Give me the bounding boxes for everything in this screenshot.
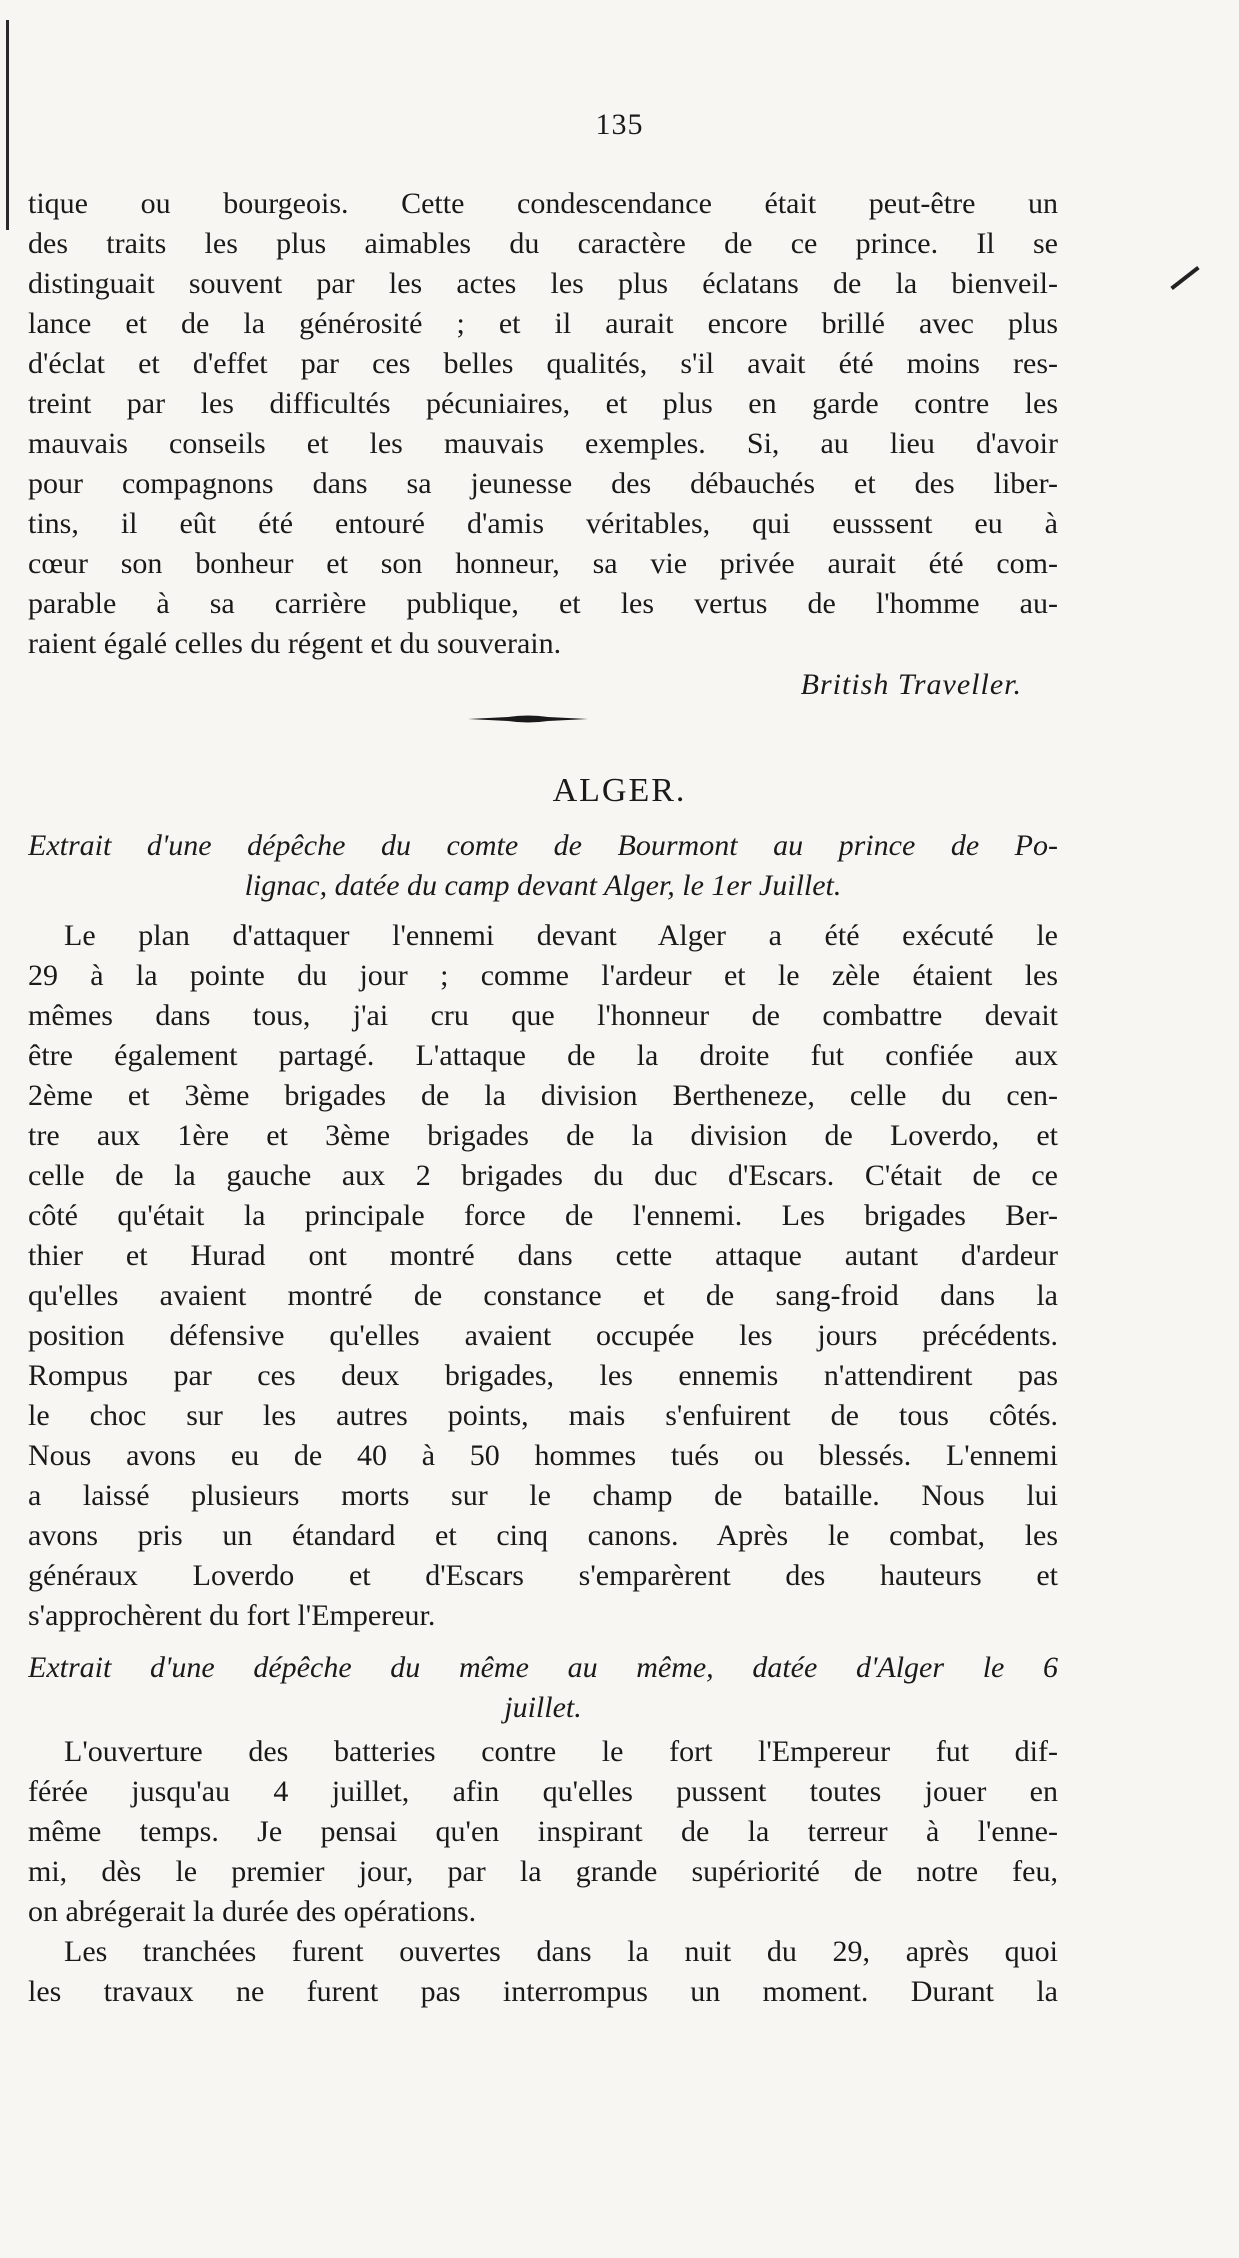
text-line: position défensive qu'elles avaient occupée les jours précédents. [28, 1319, 1058, 1352]
heading-line: juillet. [504, 1691, 582, 1724]
text-line: généraux Loverdo et d'Escars s'emparèrent des hauteurs et [28, 1559, 1058, 1592]
margin-pen-mark [1170, 266, 1199, 290]
text-line: mêmes dans tous, j'ai cru que l'honneur de combattre devait [28, 999, 1058, 1032]
section-divider [468, 714, 588, 724]
text-line: raient égalé celles du régent et du souverain. [28, 627, 562, 660]
text-line: mi, dès le premier jour, par la grande supériorité de notre feu, [28, 1855, 1058, 1888]
text-line: férée jusqu'au 4 juillet, afin qu'elles pussent toutes jouer en [28, 1775, 1058, 1808]
text-line: Les tranchées furent ouvertes dans la nuit du 29, après quoi [64, 1935, 1058, 1968]
text-line: des traits les plus aimables du caractère de ce prince. Il se [28, 227, 1058, 260]
signature: British Traveller. [800, 668, 1022, 701]
text-line: lance et de la générosité ; et il aurait encore brillé avec plus [28, 307, 1058, 340]
text-line: qu'elles avaient montré de constance et de sang-froid dans la [28, 1279, 1058, 1312]
text-line: treint par les difficultés pécuniaires, et plus en garde contre les [28, 387, 1058, 420]
heading-line: Extrait d'une dépêche du comte de Bourmont au prince de Po- [28, 829, 1058, 862]
heading-line: Extrait d'une dépêche du même au même, datée d'Alger le 6 [28, 1651, 1058, 1684]
text-line: tins, il eût été entouré d'amis véritables, qui eusssent eu à [28, 507, 1058, 540]
text-line: tique ou bourgeois. Cette condescendance était peut-être un [28, 187, 1058, 220]
text-line: Le plan d'attaquer l'ennemi devant Alger a été exécuté le [64, 919, 1058, 952]
text-line: d'éclat et d'effet par ces belles qualités, s'il avait été moins res- [28, 347, 1058, 380]
text-line: tre aux 1ère et 3ème brigades de la division de Loverdo, et [28, 1119, 1058, 1152]
extract-heading [28, 826, 1058, 906]
text-line: parable à sa carrière publique, et les vertus de l'homme au- [28, 587, 1058, 620]
extract-heading [28, 1648, 1058, 1728]
text-line: mauvais conseils et les mauvais exemples. Si, au lieu d'avoir [28, 427, 1058, 460]
text-line: côté qu'était la principale force de l'ennemi. Les brigades Ber- [28, 1199, 1058, 1232]
text-line: 29 à la pointe du jour ; comme l'ardeur et le zèle étaient les [28, 959, 1058, 992]
text-line: Rompus par ces deux brigades, les ennemis n'attendirent pas [28, 1359, 1058, 1392]
section-title: ALGER. [552, 772, 687, 809]
text-line: Nous avons eu de 40 à 50 hommes tués ou blessés. L'ennemi [28, 1439, 1058, 1472]
heading-line: lignac, datée du camp devant Alger, le 1er Juillet. [244, 869, 842, 902]
paragraph-continued [28, 184, 1058, 664]
text-line: les travaux ne furent pas interrompus un moment. Durant la [28, 1975, 1058, 2008]
text-line: celle de la gauche aux 2 brigades du duc d'Escars. C'était de ce [28, 1159, 1058, 1192]
text-line: le choc sur les autres points, mais s'enfuirent de tous côtés. [28, 1399, 1058, 1432]
text-line: a laissé plusieurs morts sur le champ de bataille. Nous lui [28, 1479, 1058, 1512]
text-line: L'ouverture des batteries contre le fort l'Empereur fut dif- [64, 1735, 1058, 1768]
text-line: avons pris un étandard et cinq canons. Après le combat, les [28, 1519, 1058, 1552]
extract-body [28, 916, 1058, 1636]
text-line: on abrégerait la durée des opérations. [28, 1895, 477, 1928]
text-line: 2ème et 3ème brigades de la division Bertheneze, celle du cen- [28, 1079, 1058, 1112]
extract-body [28, 1732, 1058, 2012]
text-line: pour compagnons dans sa jeunesse des débauchés et des liber- [28, 467, 1058, 500]
text-line: cœur son bonheur et son honneur, sa vie privée aurait été com- [28, 547, 1058, 580]
text-line: thier et Hurad ont montré dans cette attaque autant d'ardeur [28, 1239, 1058, 1272]
text-line: s'approchèrent du fort l'Empereur. [28, 1599, 436, 1632]
text-line: distinguait souvent par les actes les plus éclatans de la bienveil- [28, 267, 1058, 300]
text-line: même temps. Je pensai qu'en inspirant de la terreur à l'enne- [28, 1815, 1058, 1848]
text-line: être également partagé. L'attaque de la droite fut confiée aux [28, 1039, 1058, 1072]
page-number: 135 [595, 108, 644, 141]
